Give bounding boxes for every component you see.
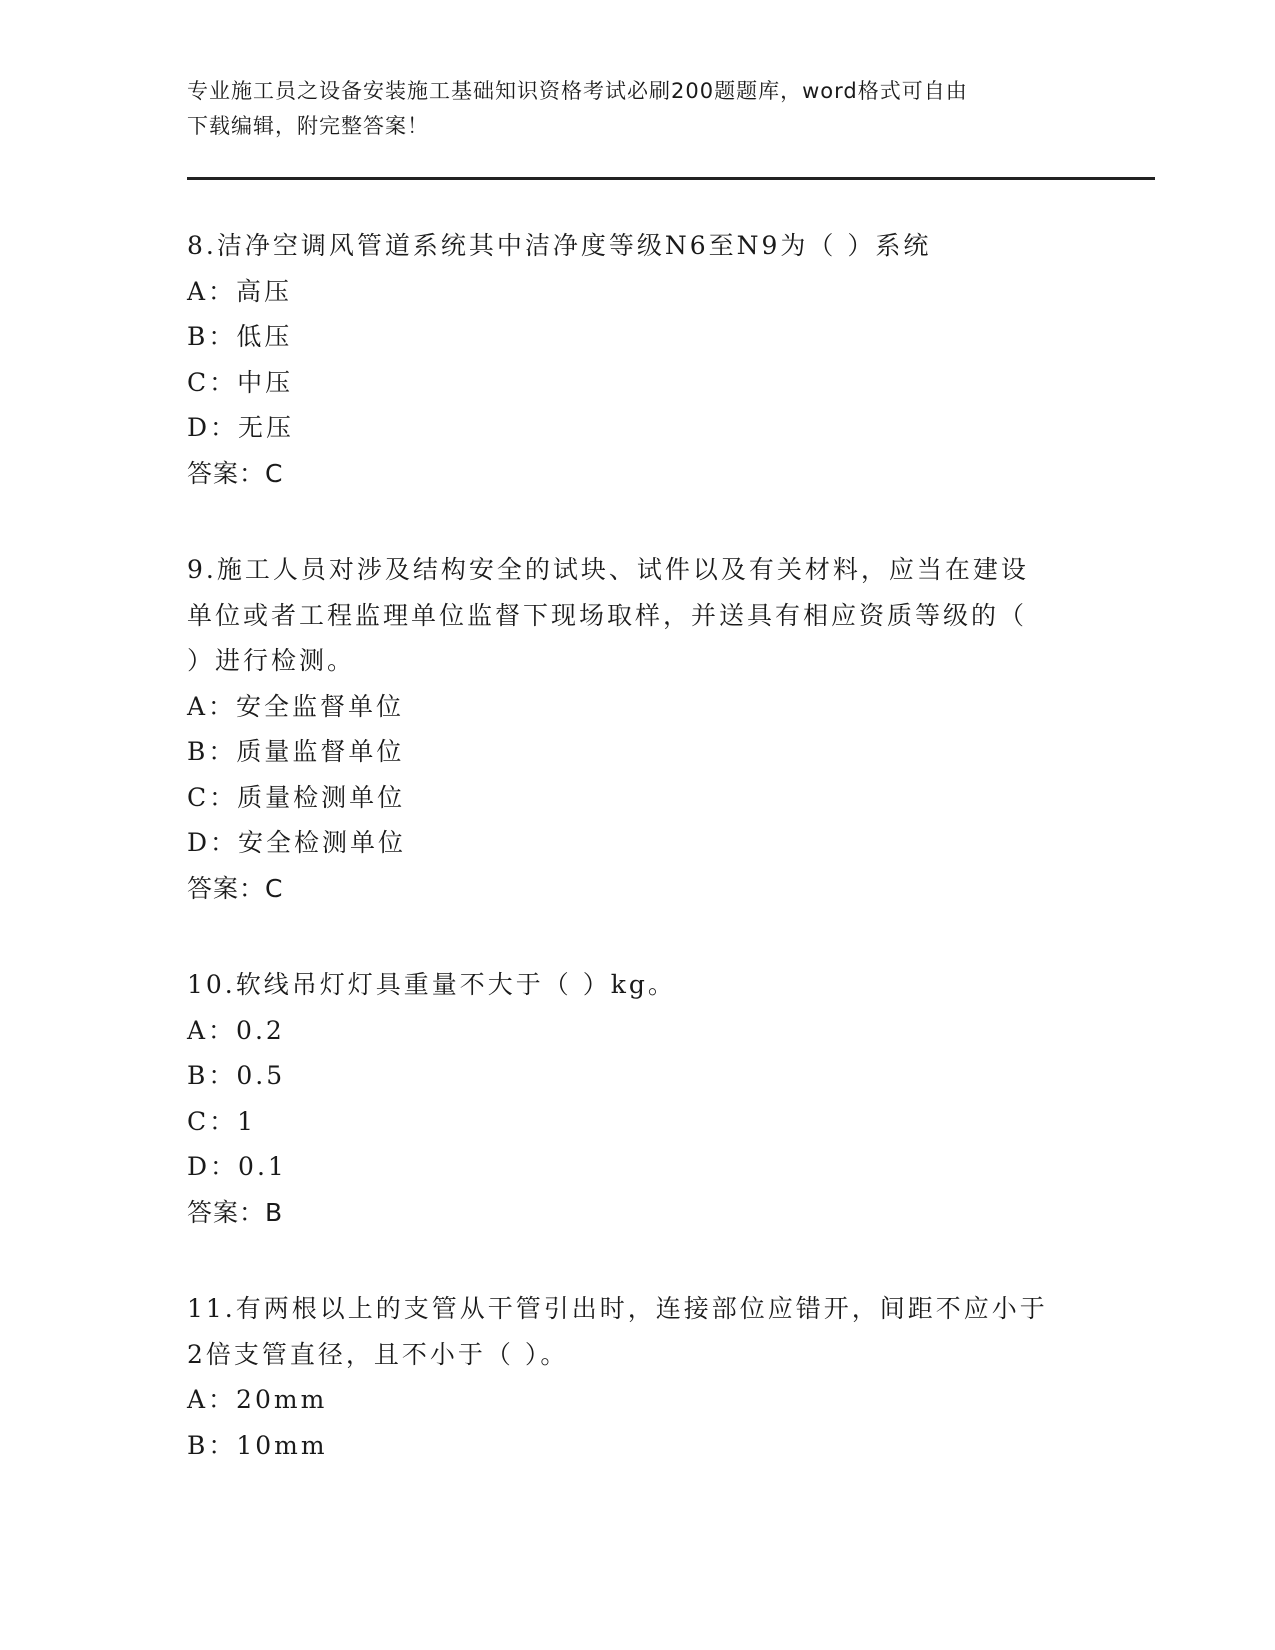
answer: 答案：C — [187, 458, 284, 488]
header-divider — [187, 177, 1155, 180]
question-stem: 10.软线吊灯灯具重量不大于（ ）kg。 — [187, 970, 676, 999]
question-stem: 11.有两根以上的支管从干管引出时，连接部位应错开，间距不应小于 — [187, 1294, 1048, 1323]
option-a: A：0.2 — [187, 1015, 285, 1045]
option-a: A：安全监督单位 — [187, 691, 405, 721]
option-b: B：质量监督单位 — [187, 737, 405, 766]
option-c: C：中压 — [187, 367, 294, 397]
question-10 — [187, 962, 1087, 1235]
option-d: D：安全检测单位 — [187, 828, 407, 857]
option-d: D：0.1 — [187, 1152, 287, 1181]
answer: 答案：C — [187, 873, 284, 903]
question-9 — [187, 547, 1087, 911]
document-header — [187, 74, 1067, 144]
option-d: D：无压 — [187, 413, 295, 442]
answer: 答案：B — [187, 1197, 284, 1227]
option-c: C：1 — [187, 1106, 257, 1136]
question-stem: 9.施工人员对涉及结构安全的试块、试件以及有关材料，应当在建设 — [187, 555, 1029, 584]
question-stem: 8.洁净空调风管道系统其中洁净度等级N6至N9为（ ）系统 — [187, 231, 932, 260]
question-stem: 2倍支管直径，且不小于（ ）。 — [187, 1339, 569, 1369]
question-stem: 单位或者工程监理单位监督下现场取样，并送具有相应资质等级的（ — [187, 600, 1028, 630]
question-8 — [187, 223, 1087, 496]
option-a: A：20mm — [187, 1385, 328, 1414]
option-b: B：10mm — [187, 1430, 328, 1460]
question-11 — [187, 1286, 1087, 1468]
option-b: B：0.5 — [187, 1061, 286, 1090]
header-line-2: 下载编辑，附完整答案！ — [187, 114, 429, 138]
option-c: C：质量检测单位 — [187, 782, 406, 812]
question-stem: ）进行检测。 — [187, 646, 356, 675]
option-b: B：低压 — [187, 322, 293, 351]
header-line-1: 专业施工员之设备安装施工基础知识资格考试必刷200题题库，word格式可自由 — [187, 79, 968, 103]
option-a: A：高压 — [187, 276, 293, 306]
